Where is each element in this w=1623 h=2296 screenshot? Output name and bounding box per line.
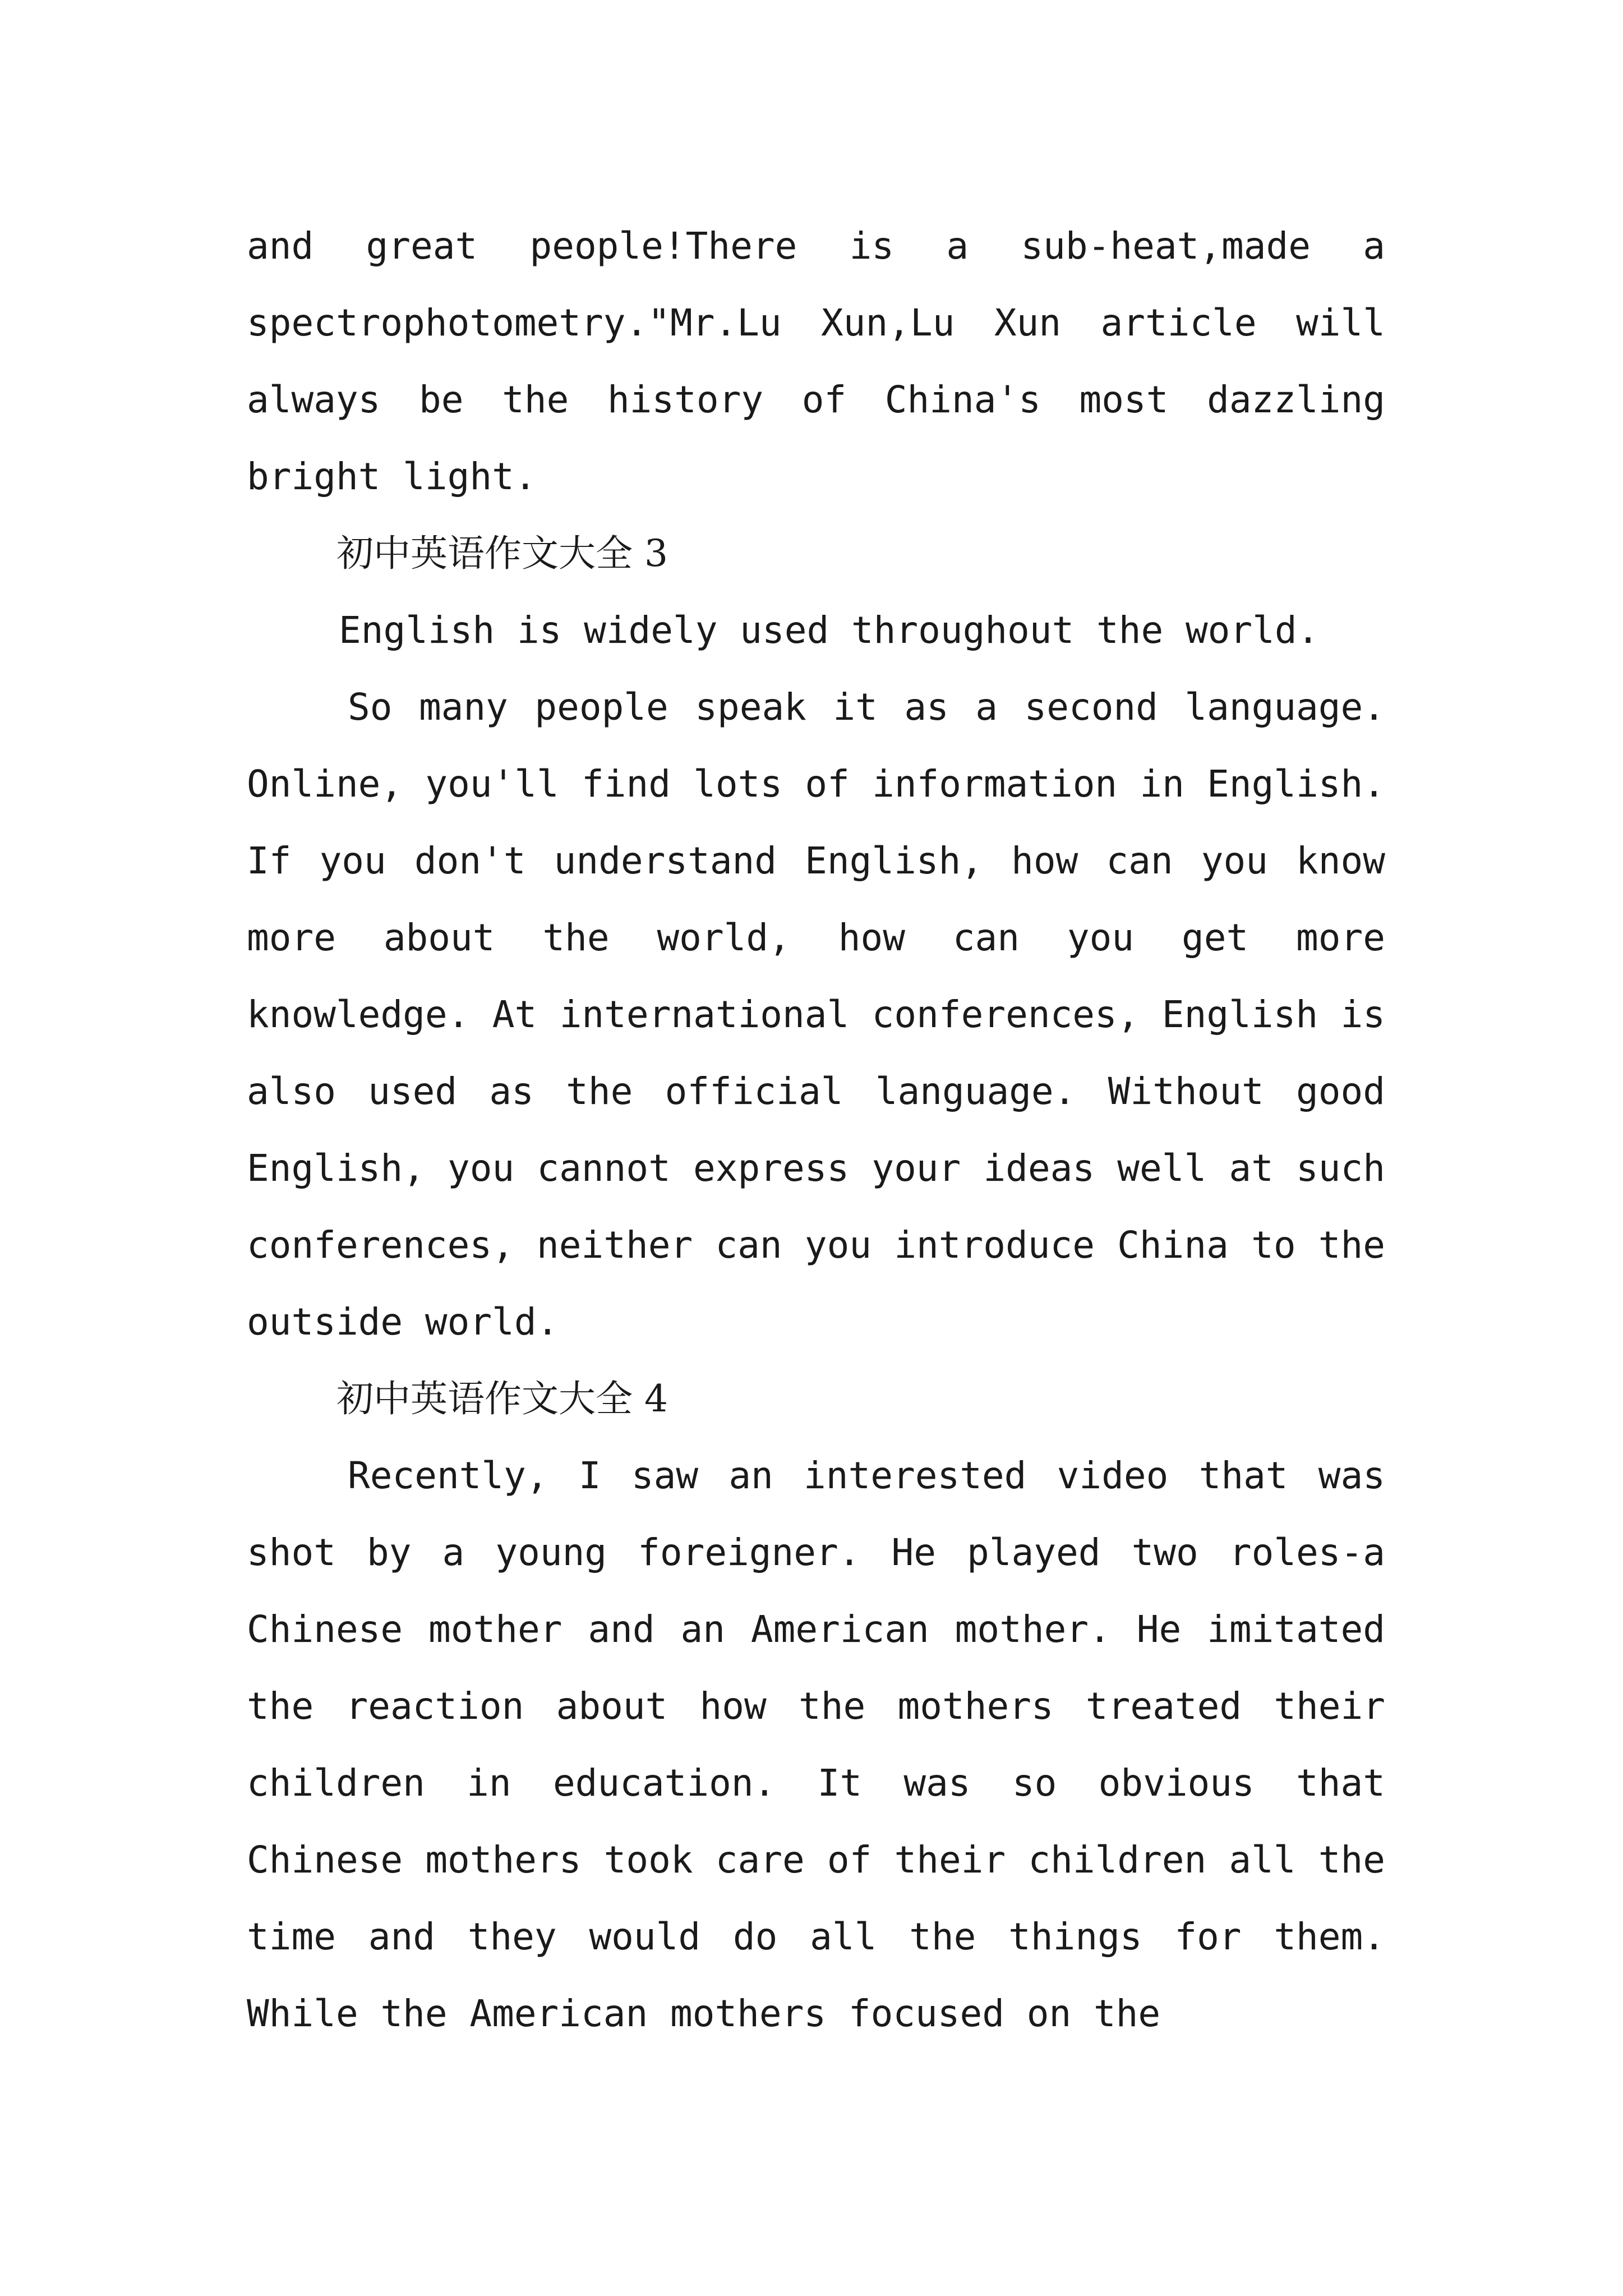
paragraph-lu-xun-ending: and great people!There is a sub-heat,made a spectrophotometry."Mr.Lu Xun,Lu Xun article will always be the history of China's most dazzling bright light. bbox=[247, 224, 1385, 498]
paragraph-second-language: So many people speak it as a second language. Online, you'll find lots of information in English. If you don't understand English, how can you know more about the world, how can you get more knowledge. At international conferences, English is also used as the official language. Without good English, you cannot express your ideas well at such conferences, neither can you introduce China to the outside world. bbox=[247, 685, 1385, 1343]
paragraph-english-widely-used: English is widely used throughout the world. bbox=[339, 609, 1320, 652]
essay-heading-3: 初中英语作文大全 3 bbox=[336, 532, 668, 575]
document-body bbox=[247, 208, 1385, 2052]
essay-heading-4: 初中英语作文大全 4 bbox=[336, 1377, 668, 1420]
paragraph-mothers-video: Recently, I saw an interested video that was shot by a young foreigner. He played two roles-a Chinese mother and an American mother. He imitated the reaction about how the mothers treated their children in education. It was so obvious that Chinese mothers took care of their children all the time and they would do all the things for them. While the American mothers focused on the bbox=[247, 1454, 1385, 2035]
